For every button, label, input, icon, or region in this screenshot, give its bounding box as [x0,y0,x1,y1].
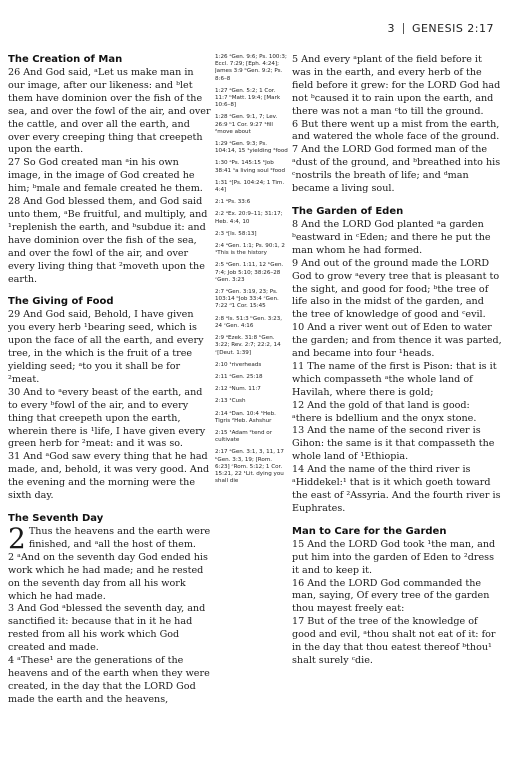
section-heading-creation: The Creation of Man [8,54,123,65]
verse-2-9: 9 And out of the ground made the LORD God to grow ᵃevery tree that is pleasant to the sight, and good for food; ᵇthe tree of life also in the midst of the garden, and the tree of knowledge of good and ᶜevil. [292,257,500,321]
header-divider [403,23,404,34]
cross-reference: 1:31 ᵃ[Ps. 104:24; 1 Tim. 4:4] [215,179,285,194]
verse-1-30: 30 And to ᵃevery beast of the earth, and to every ᵇfowl of the air, and to every thing that creepeth upon the earth, wherein there is ¹life, I have given every green herb for ²meat: and it was so. [8,386,206,450]
verse-2-15: 15 And the LORD God took ¹the man, and put him into the garden of Eden to ²dress it and to keep it. [292,538,496,576]
verse-2-11: 11 The name of the first is Pison: that is it which compasseth ᵃthe whole land of Havilah, where there is gold; [292,360,497,398]
cross-reference: 2:10 ¹riverheads [215,361,262,368]
verse-2-4: 4 ᵃThese¹ are the generations of the heavens and of the earth when they were created, in the day that the LORD God made the earth and the heavens, [8,655,210,705]
cross-reference: 2:15 ¹Adam ²tend or cultivate [215,429,272,444]
cross-reference: 2:14 ᵃDan. 10:4 ¹Heb. Tigris ²Heb. Ashshur [215,410,276,424]
section-heading-care: Man to Care for the Garden [292,525,447,537]
page-number: 3 [387,22,395,35]
section-heading-food: The Giving of Food [8,296,114,308]
verse-1-28: 28 And God blessed them, and God said unto them, ᵃBe fruitful, and multiply, and ¹replenish the earth, and ᵇsubdue it: and have dominion over the fish of the sea, and over the fowl of the air, and over every living thing that ²moveth upon the earth. [8,196,208,285]
cross-reference: 1:28 ᵃGen. 9:1, 7; Lev. 26:9 ᵇ1 Cor. 9:27 ¹fill ²move about [215,114,278,135]
right-text-column [292,54,502,668]
cross-reference: 2:1 ᵃPs. 33:6 [215,199,251,206]
running-header [387,22,494,35]
verse-2-2: 2 ᵃAnd on the seventh day God ended his work which he had made; and he rested on the seventh day from all his work which he had made. [8,551,208,602]
cross-reference: 1:26 ᵃGen. 9:6; Ps. 100:3; Eccl. 7:29; [Eph. 4:24]; James 3:9 ᵇGen. 9:2; Ps. 8:6–8 [215,54,287,82]
verse-2-5: 5 And every ᵃplant of the field before it was in the earth, and every herb of the field before it grew: for the LORD God had not ᵇcaused it to rain upon the earth, and there was not a man ᶜto till the ground. [292,54,501,117]
verse-2-10: 10 And a river went out of Eden to water the garden; and from thence it was parted, and became into four ¹heads. [292,322,502,360]
cross-reference: 2:8 ᵃIs. 51:3 ᵇGen. 3:23, 24 ᶜGen. 4:16 [215,315,283,329]
verse-2-17: 17 But of the tree of the knowledge of good and evil, ᵃthou shalt not eat of it: for in the day that thou eatest thereof ᵇthou¹ shalt surely ᶜdie. [292,616,496,666]
cross-reference: 2:9 ᵃEzek. 31:8 ᵇGen. 3:22; Rev. 2:7; 22:2, 14 ᶜ[Deut. 1:39] [215,335,281,356]
verse-2-13: 13 And the name of the second river is Gihon: the same is it that compasseth the whole land of ¹Ethiopia. [292,425,495,463]
verse-2-6: 6 But there went up a mist from the earth, and watered the whole face of the ground. [292,118,500,143]
chapter-reference: GENESIS 2:17 [411,22,494,35]
verse-2-12: 12 And the gold of that land is good: ᵃthere is bdellium and the onyx stone. [292,399,477,424]
verse-2-7: 7 And the LORD God formed man of the ᵃdust of the ground, and ᵇbreathed into his ᶜnostrils the breath of life; and ᵈman became a living soul. [292,144,501,195]
chapter-drop-cap: 2 [8,522,26,555]
cross-reference: 2:4 ᵃGen. 1:1; Ps. 90:1, 2 ¹This is the history [215,243,285,257]
verse-2-1 [8,522,212,555]
verse-2-16: 16 And the LORD God commanded the man, saying, Of every tree of the garden thou mayest freely eat: [292,577,490,615]
cross-reference: 2:17 ᵃGen. 3:1, 3, 11, 17 ᵇGen. 3:3, 19; [Rom. 6:23] ᶜRom. 5:12; 1 Cor. 15:21, 22 ¹Lit. dying you shall die [215,449,284,485]
cross-reference: 2:5 ᵃGen. 1:11, 12 ᵇGen. 7:4; Job 5:10; 38:26–28 ᶜGen. 3:23 [215,262,284,283]
cross-reference: 1:27 ᵃGen. 5:2; 1 Cor. 11:7 ᵇMatt. 19:4; [Mark 10:6–8] [215,87,281,109]
cross-reference: 2:7 ᵃGen. 3:19, 23; Ps. 103:14 ᵇJob 33:4 ᶜGen. 7:22 ᵈ1 Cor. 15:45 [215,289,279,310]
verse-2-3: 3 And God ᵃblessed the seventh day, and sanctified it: because that in it he had rested from all his work which God created and made. [8,603,206,654]
verse-1-31: 31 And ᵃGod saw every thing that he had made, and, behold, it was very good. And the evening and the morning were the sixth day. [8,451,210,502]
cross-reference: 2:13 ¹Cush [215,398,246,405]
left-text-column [8,54,212,707]
verse-2-14: 14 And the name of the third river is ᵃHiddekel:¹ that is it which goeth toward the east of ²Assyria. And the fourth river is Euphrates. [292,464,501,514]
cross-reference: 2:3 ᵃ[Is. 58:13] [215,230,257,237]
cross-reference: 1:29 ᵃGen. 9:3; Ps. 104:14, 15 ¹yielding ²food [215,141,288,155]
cross-reference: 1:30 ᵃPs. 145:15 ᵇJob 38:41 ¹a living soul ²food [215,160,286,174]
cross-reference-column [215,54,288,490]
cross-reference: 2:11 ᵃGen. 25:18 [215,373,263,380]
cross-reference: 2:2 ᵃEx. 20:9–11; 31:17; Heb. 4:4, 10 [215,211,283,225]
section-heading-eden: The Garden of Eden [292,205,404,217]
section-heading-seventh-day: The Seventh Day [8,513,104,524]
verse-2-1-text: Thus the heavens and the earth were finished, and ᵃall the host of them. [28,526,211,550]
verse-1-27: 27 So God created man ᵃin his own image, in the image of God created he him; ᵇmale and female created he them. [8,157,203,195]
verse-1-29: 29 And God said, Behold, I have given you every herb ¹bearing seed, which is upon the face of all the earth, and every tree, in the which is the fruit of a tree yielding seed; ᵃto you it shall be for ²meat. [8,309,204,385]
verse-2-8: 8 And the LORD God planted ᵃa garden ᵇeastward in ᶜEden; and there he put the man whom he had formed. [292,218,491,256]
verse-1-26: 26 And God said, ᵃLet us make man in our image, after our likeness: and ᵇlet them have dominion over the fish of the sea, and over the fowl of the air, and over the cattle, and over all the earth, and over every creeping thing that creepeth upon the earth. [8,67,211,156]
cross-reference: 2:12 ᵃNum. 11:7 [215,386,261,393]
